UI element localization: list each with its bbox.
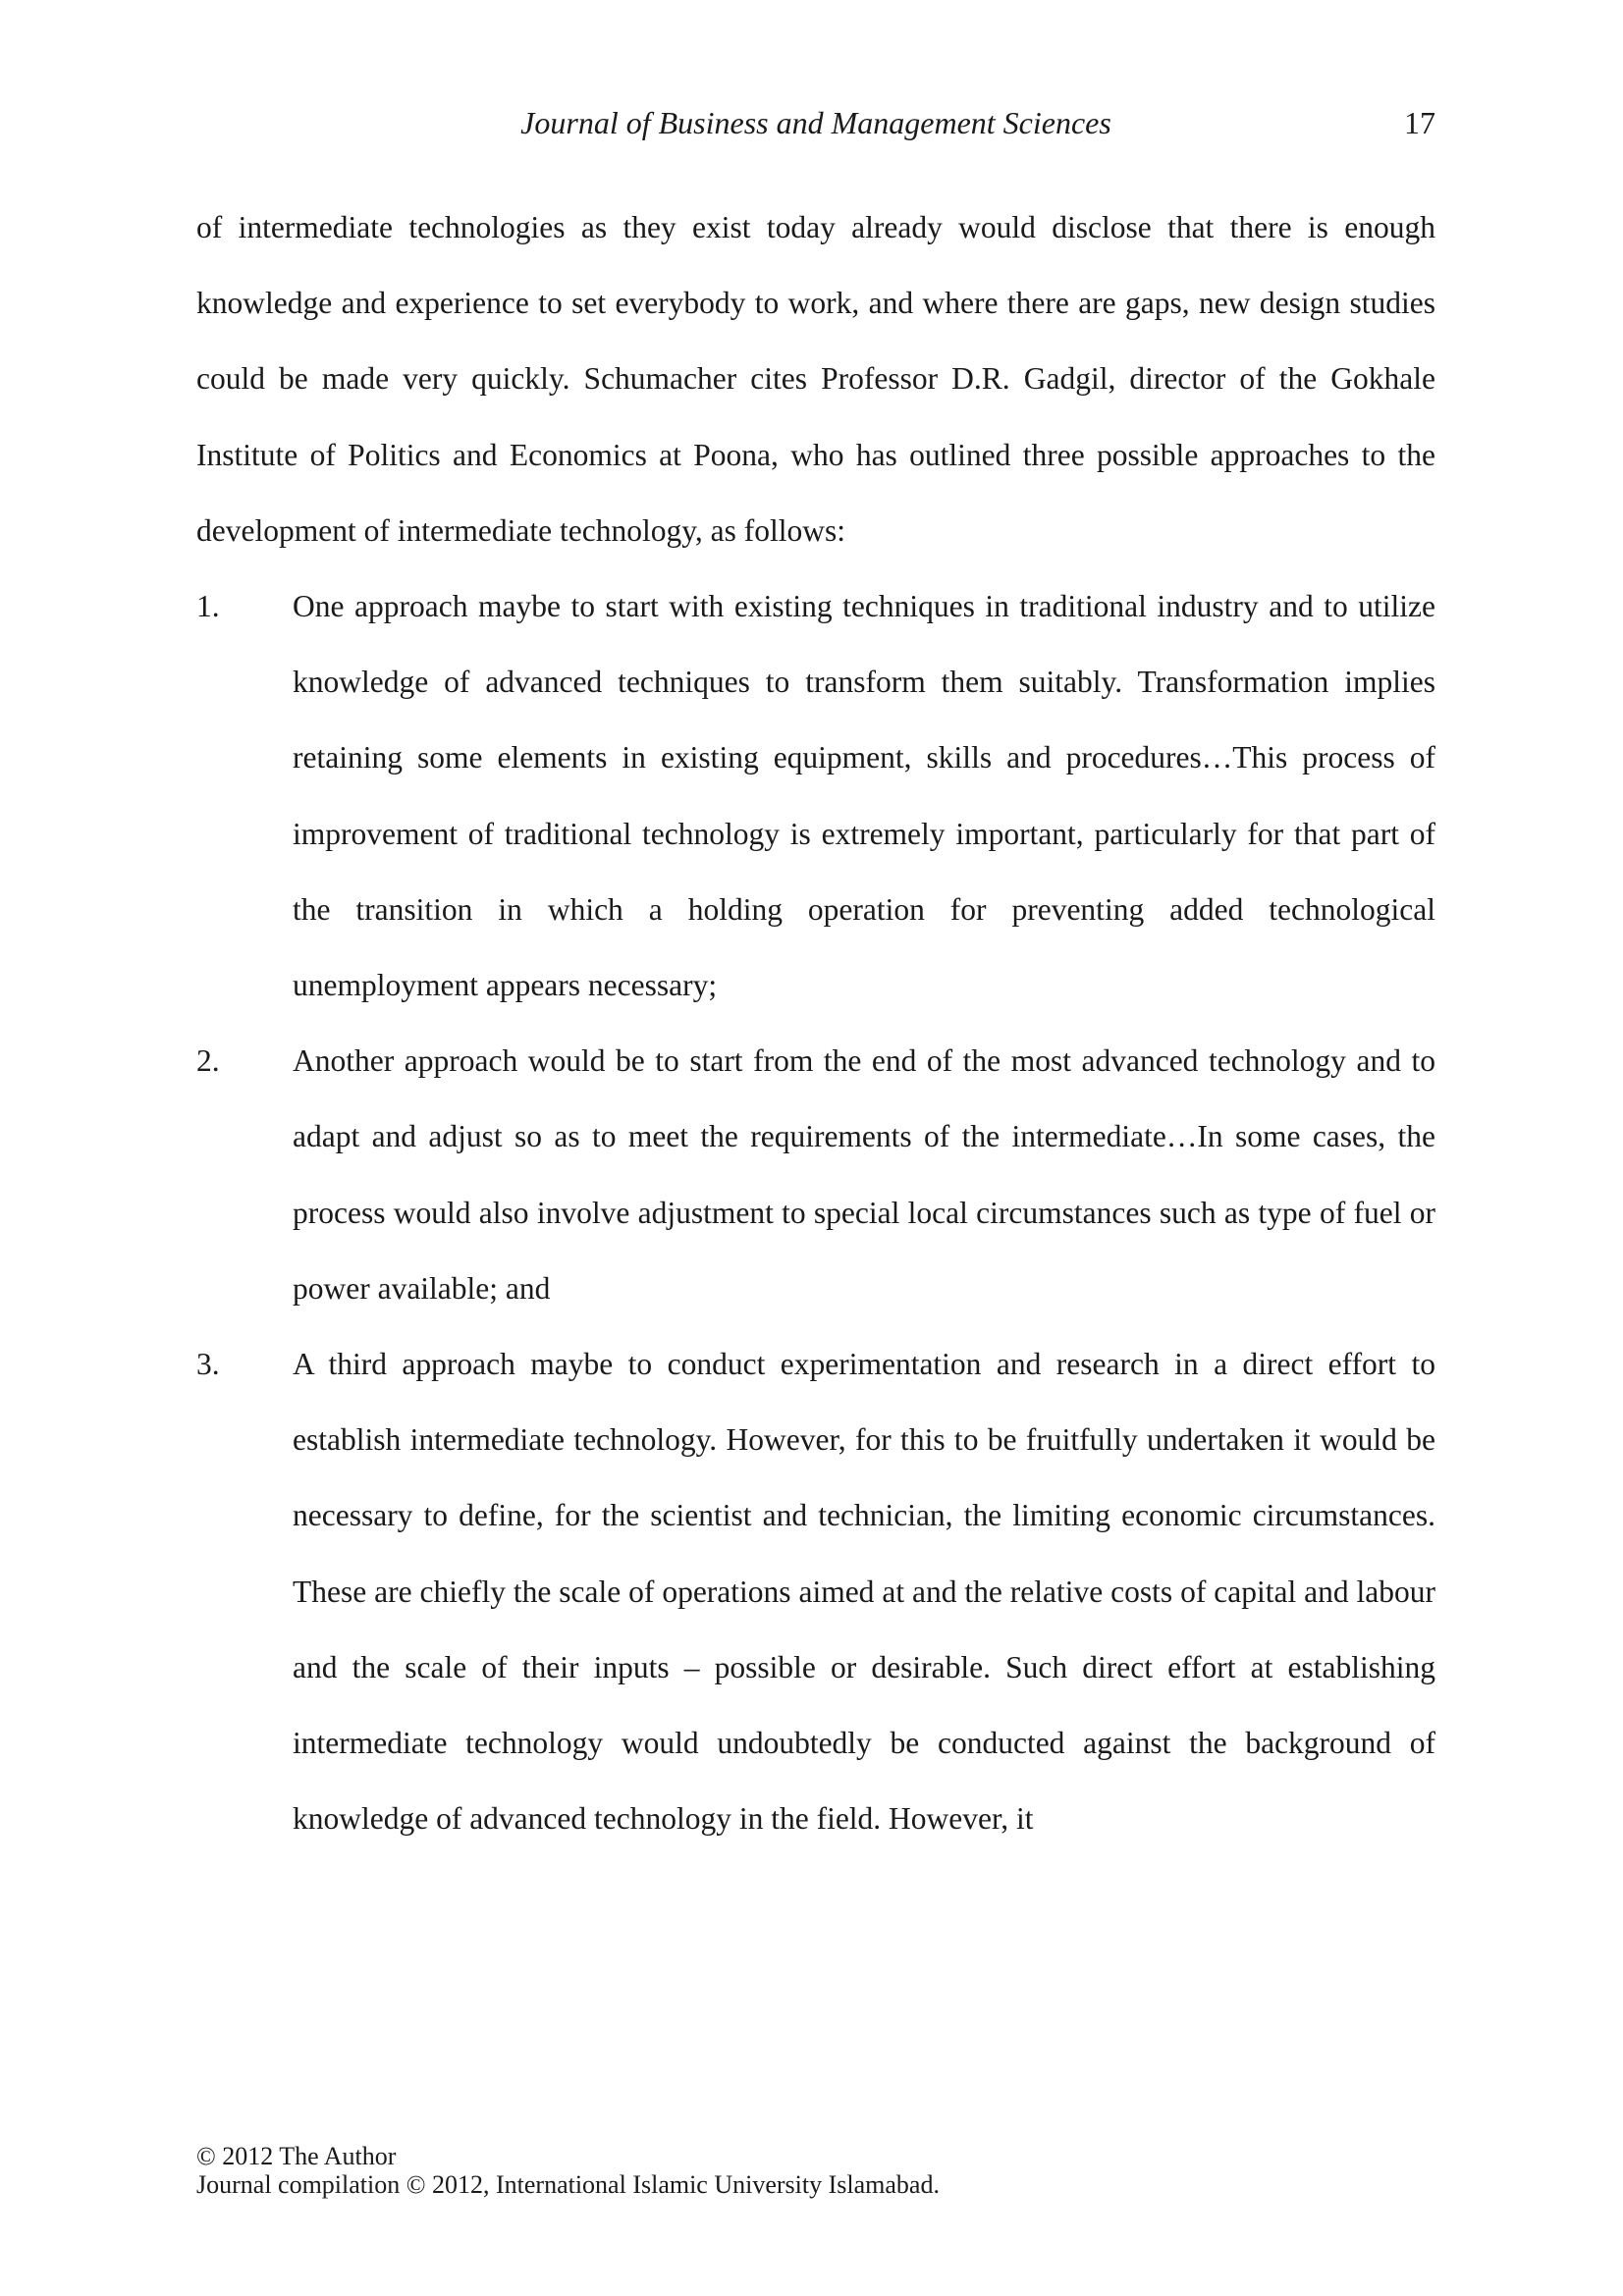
compilation-line: Journal compilation © 2012, International Islamic University Islamabad. (196, 2170, 940, 2199)
list-item-number: 2. (196, 1043, 220, 1079)
body-text (196, 189, 1435, 1856)
list-item (196, 1326, 1435, 1856)
journal-title: Journal of Business and Management Sciences (520, 105, 1111, 140)
approaches-list (196, 568, 1435, 1856)
list-item-number: 1. (196, 589, 220, 624)
list-item-number: 3. (196, 1347, 220, 1382)
list-item-text: Another approach would be to start from the end of the most advanced technology and to adapt and adjust so as to meet the requirements of the intermediate…In some cases, the process would also involve adjustment to special local circumstances such as type of fuel or power available; and (293, 1043, 1435, 1306)
running-header (196, 98, 1435, 147)
list-item-text: A third approach maybe to conduct experimentation and research in a direct effort to establish intermediate technology. However, for this to be fruitfully undertaken it would be necessary to define, for the scientist and technician, the limiting economic circumstances. These are chiefly the scale of operations aimed at and the relative costs of capital and labour and the scale of their inputs – possible or desirable. Such direct effort at establishing intermediate technology would undoubtedly be conducted against the background of knowledge of advanced technology in the field. However, it (293, 1347, 1435, 1837)
list-item (196, 1023, 1435, 1326)
copyright-line: © 2012 The Author (196, 2142, 397, 2170)
list-item (196, 568, 1435, 1023)
page-number: 17 (1404, 105, 1435, 140)
intro-paragraph: of intermediate technologies as they exist today already would disclose that there is enough knowledge and experience to set everybody to work, and where there are gaps, new design studies could be made very quickly. Schumacher cites Professor D.R. Gadgil, director of the Gokhale Institute of Politics and Economics at Poona, who has outlined three possible approaches to the development of intermediate technology, as follows: (196, 210, 1435, 548)
page-footer (196, 2142, 940, 2199)
list-item-text: One approach maybe to start with existing techniques in traditional industry and to utilize knowledge of advanced techniques to transform them suitably. Transformation implies retaining some elements in existing equipment, skills and procedures…This process of improvement of traditional technology is extremely important, particularly for that part of the transition in which a holding operation for preventing added technological unemployment appears necessary; (293, 589, 1435, 1003)
